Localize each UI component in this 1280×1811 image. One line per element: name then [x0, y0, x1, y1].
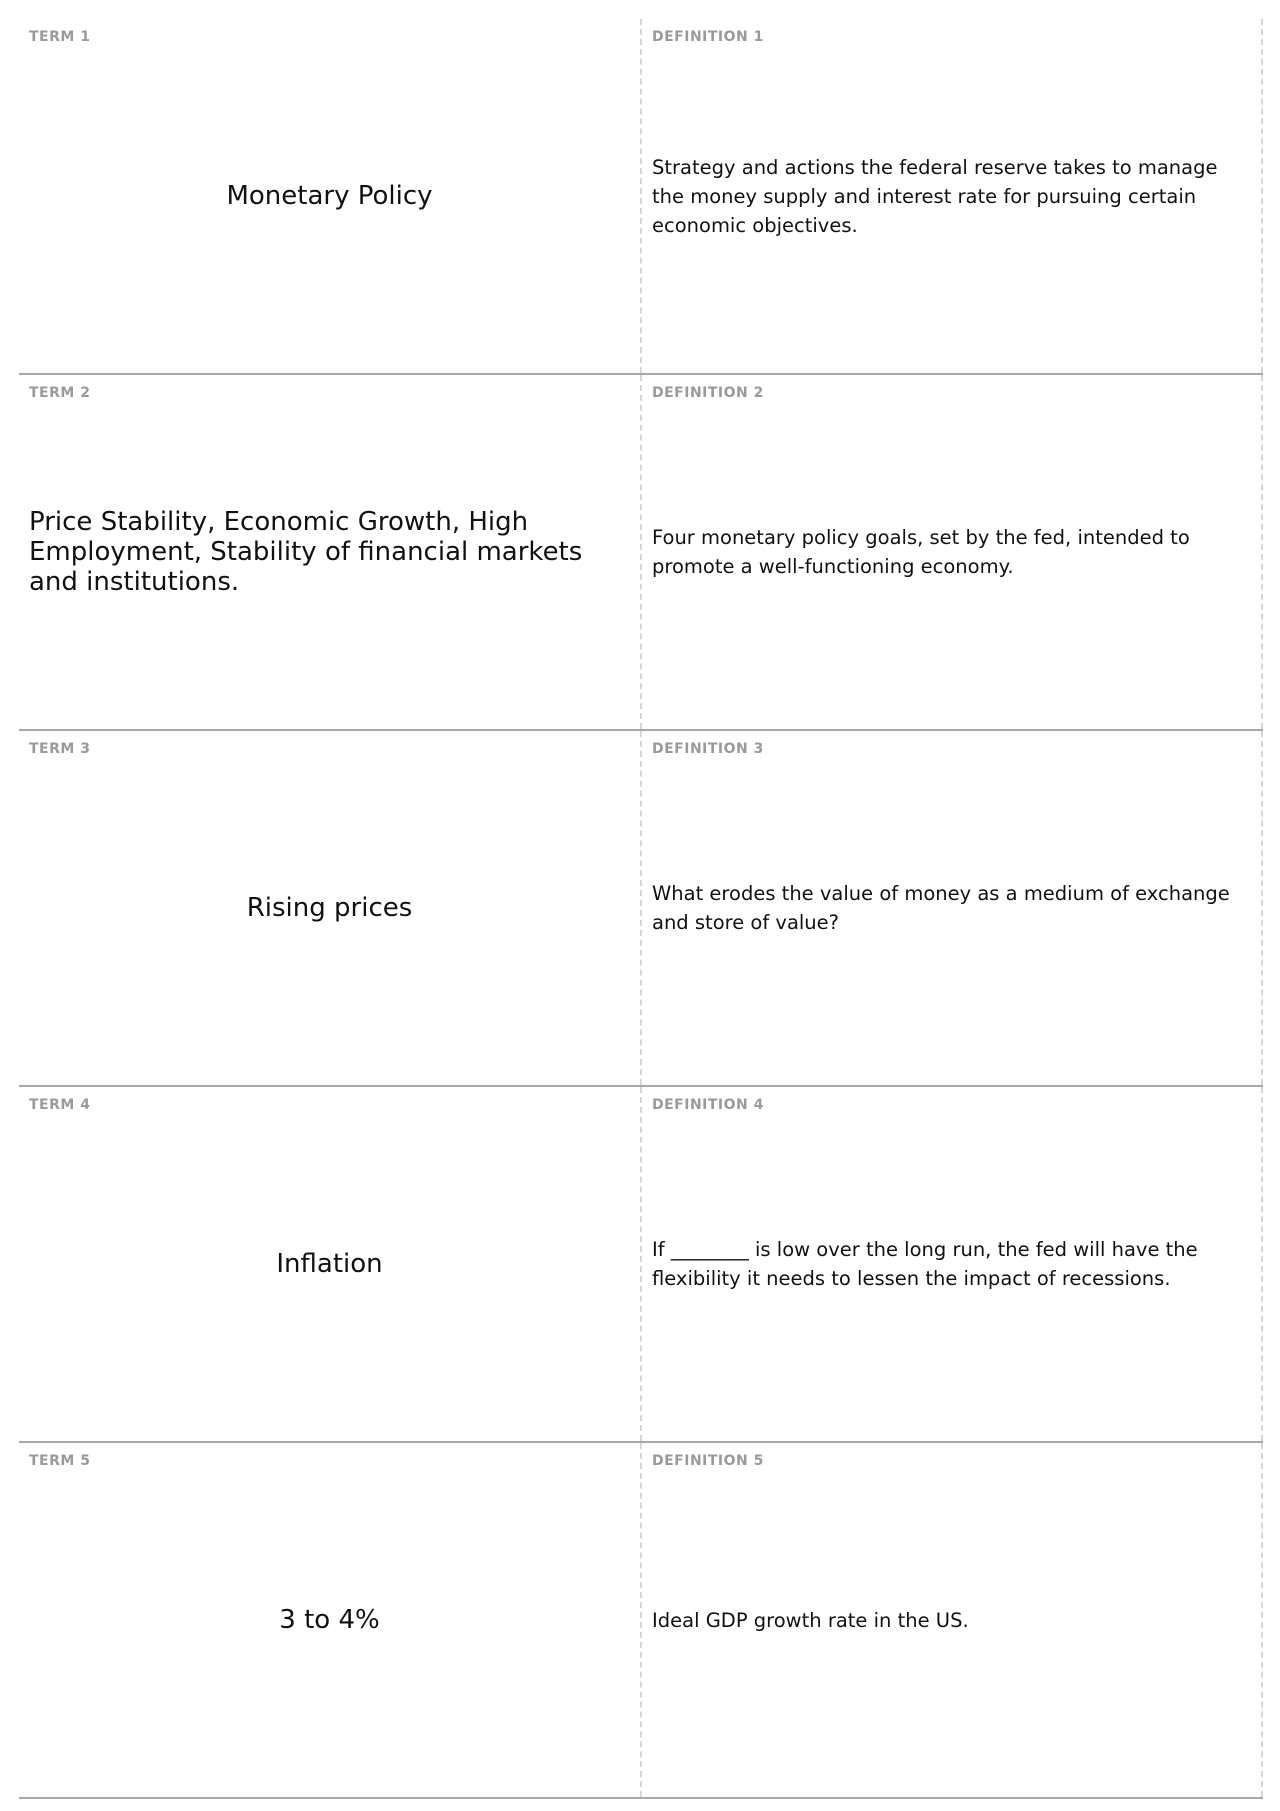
flashcard-row-2	[19, 375, 1263, 731]
definition-cell-3	[642, 731, 1263, 1085]
term-label: TERM 1	[29, 29, 91, 45]
term-label: TERM 2	[29, 385, 91, 401]
definition-cell-4	[642, 1087, 1263, 1441]
term-text: 3 to 4%	[279, 1605, 380, 1635]
term-label: TERM 5	[29, 1453, 91, 1469]
definition-label: DEFINITION 4	[652, 1097, 764, 1113]
term-cell-3	[19, 731, 642, 1085]
definition-text: Strategy and actions the federal reserve takes to manage the money supply and interest rate for pursuing certain economic objectives.	[652, 155, 1218, 237]
flashcard-row-3	[19, 731, 1263, 1087]
flashcard-sheet	[19, 19, 1263, 1799]
definition-label: DEFINITION 3	[652, 741, 764, 757]
definition-label: DEFINITION 2	[652, 385, 764, 401]
term-text: Inflation	[276, 1249, 383, 1279]
term-cell-1	[19, 19, 642, 373]
definition-label: DEFINITION 1	[652, 29, 764, 45]
flashcard-row-4	[19, 1087, 1263, 1443]
definition-text: Ideal GDP growth rate in the US.	[652, 1608, 969, 1632]
flashcard-row-1	[19, 19, 1263, 375]
definition-cell-2	[642, 375, 1263, 729]
term-cell-2	[19, 375, 642, 729]
definition-text: If ________ is low over the long run, the fed will have the flexibility it needs to lessen the impact of recessions.	[652, 1238, 1198, 1290]
term-text: Price Stability, Economic Growth, High Employment, Stability of financial markets and institutions.	[29, 507, 583, 597]
term-cell-5	[19, 1443, 642, 1797]
definition-cell-5	[642, 1443, 1263, 1797]
flashcard-row-5	[19, 1443, 1263, 1799]
term-text: Monetary Policy	[226, 181, 433, 211]
term-cell-4	[19, 1087, 642, 1441]
term-label: TERM 3	[29, 741, 91, 757]
term-text: Rising prices	[246, 893, 413, 923]
definition-label: DEFINITION 5	[652, 1453, 764, 1469]
term-label: TERM 4	[29, 1097, 91, 1113]
definition-text: Four monetary policy goals, set by the fed, intended to promote a well-functioning economy.	[652, 526, 1190, 578]
definition-cell-1	[642, 19, 1263, 373]
definition-text: What erodes the value of money as a medium of exchange and store of value?	[652, 882, 1230, 934]
